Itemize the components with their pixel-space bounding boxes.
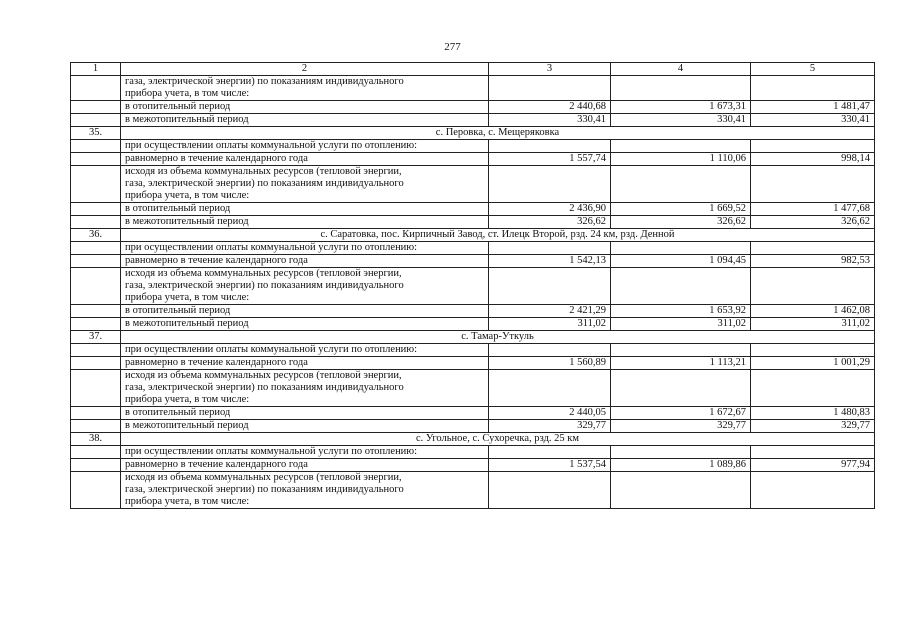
tariff-value-col3: 311,02 bbox=[489, 318, 611, 331]
tariff-value-col4: 1 113,21 bbox=[611, 357, 751, 370]
tariff-value-col5: 326,62 bbox=[751, 216, 875, 229]
tariff-value-col3 bbox=[489, 268, 611, 305]
table-row bbox=[71, 101, 875, 114]
table-row bbox=[71, 370, 875, 407]
row-number-cell bbox=[71, 344, 121, 357]
description-line: газа, электрической энергии) по показаниям индивидуального bbox=[125, 178, 404, 189]
row-number-cell: 35. bbox=[71, 127, 121, 140]
description-line: исходя из объема коммунальных ресурсов (тепловой энергии, bbox=[125, 268, 402, 279]
tariff-value-col4: 1 669,52 bbox=[611, 203, 751, 216]
tariff-value-col3 bbox=[489, 446, 611, 459]
description-cell bbox=[121, 459, 489, 472]
row-number-cell bbox=[71, 459, 121, 472]
table-row bbox=[71, 420, 875, 433]
tariff-value-col5: 998,14 bbox=[751, 153, 875, 166]
row-number-cell bbox=[71, 472, 121, 509]
description-cell bbox=[121, 357, 489, 370]
description-line: в межотопительный период bbox=[125, 420, 249, 431]
tariff-value-col4 bbox=[611, 242, 751, 255]
description-line: исходя из объема коммунальных ресурсов (тепловой энергии, bbox=[125, 472, 402, 483]
table-row bbox=[71, 357, 875, 370]
description-line: в отопительный период bbox=[125, 101, 231, 112]
tariff-value-col3: 329,77 bbox=[489, 420, 611, 433]
tariff-value-col3 bbox=[489, 242, 611, 255]
tariff-value-col5: 1 001,29 bbox=[751, 357, 875, 370]
description-cell bbox=[121, 166, 489, 203]
tariff-value-col5: 1 462,08 bbox=[751, 305, 875, 318]
row-number-cell bbox=[71, 216, 121, 229]
description-cell bbox=[121, 255, 489, 268]
description-line: при осуществлении оплаты коммунальной услуги по отоплению: bbox=[125, 344, 418, 355]
description-line: в межотопительный период bbox=[125, 216, 249, 227]
settlement-name: с. Угольное, с. Сухоречка, рзд. 25 км bbox=[121, 433, 875, 446]
table-row bbox=[71, 76, 875, 101]
tariff-value-col3 bbox=[489, 76, 611, 101]
tariff-value-col3: 2 436,90 bbox=[489, 203, 611, 216]
tariff-value-col4 bbox=[611, 166, 751, 203]
description-cell bbox=[121, 203, 489, 216]
description-line: газа, электрической энергии) по показаниям индивидуального bbox=[125, 76, 404, 87]
header-cell: 5 bbox=[751, 63, 875, 76]
tariff-value-col5 bbox=[751, 446, 875, 459]
description-cell bbox=[121, 216, 489, 229]
description-line: равномерно в течение календарного года bbox=[125, 459, 308, 470]
tariff-value-col3 bbox=[489, 140, 611, 153]
tariff-value-col4: 326,62 bbox=[611, 216, 751, 229]
description-line: газа, электрической энергии) по показаниям индивидуального bbox=[125, 484, 404, 495]
table-row bbox=[71, 305, 875, 318]
tariff-value-col5: 329,77 bbox=[751, 420, 875, 433]
description-cell bbox=[121, 242, 489, 255]
description-line: прибора учета, в том числе: bbox=[125, 190, 250, 201]
description-cell bbox=[121, 114, 489, 127]
description-line: газа, электрической энергии) по показаниям индивидуального bbox=[125, 280, 404, 291]
row-number-cell bbox=[71, 420, 121, 433]
tariff-value-col4: 1 110,06 bbox=[611, 153, 751, 166]
table-row bbox=[71, 153, 875, 166]
tariff-value-col5 bbox=[751, 242, 875, 255]
tariff-value-col3: 1 542,13 bbox=[489, 255, 611, 268]
description-line: исходя из объема коммунальных ресурсов (тепловой энергии, bbox=[125, 166, 402, 177]
row-number-cell: 36. bbox=[71, 229, 121, 242]
description-cell bbox=[121, 407, 489, 420]
row-number-cell bbox=[71, 153, 121, 166]
tariff-table bbox=[70, 62, 875, 509]
description-cell bbox=[121, 420, 489, 433]
tariff-value-col4: 1 673,31 bbox=[611, 101, 751, 114]
settlement-name: с. Тамар-Уткуль bbox=[121, 331, 875, 344]
settlement-name: с. Перовка, с. Мещеряковка bbox=[121, 127, 875, 140]
row-number-cell bbox=[71, 446, 121, 459]
description-line: равномерно в течение календарного года bbox=[125, 153, 308, 164]
settlement-row bbox=[71, 127, 875, 140]
tariff-value-col4: 1 672,67 bbox=[611, 407, 751, 420]
tariff-value-col5 bbox=[751, 76, 875, 101]
tariff-value-col4 bbox=[611, 370, 751, 407]
tariff-value-col5 bbox=[751, 370, 875, 407]
header-row bbox=[71, 63, 875, 76]
settlement-row bbox=[71, 229, 875, 242]
tariff-value-col5: 330,41 bbox=[751, 114, 875, 127]
description-cell bbox=[121, 472, 489, 509]
description-line: в межотопительный период bbox=[125, 318, 249, 329]
row-number-cell bbox=[71, 318, 121, 331]
description-line: прибора учета, в том числе: bbox=[125, 496, 250, 507]
tariff-value-col4 bbox=[611, 140, 751, 153]
table-row bbox=[71, 140, 875, 153]
tariff-value-col5: 977,94 bbox=[751, 459, 875, 472]
tariff-value-col4: 1 089,86 bbox=[611, 459, 751, 472]
table-row bbox=[71, 344, 875, 357]
description-cell bbox=[121, 140, 489, 153]
row-number-cell bbox=[71, 76, 121, 101]
table-row bbox=[71, 407, 875, 420]
description-line: при осуществлении оплаты коммунальной услуги по отоплению: bbox=[125, 140, 418, 151]
table-row bbox=[71, 255, 875, 268]
tariff-value-col4: 329,77 bbox=[611, 420, 751, 433]
description-line: в межотопительный период bbox=[125, 114, 249, 125]
table-row bbox=[71, 459, 875, 472]
description-cell bbox=[121, 370, 489, 407]
description-cell bbox=[121, 101, 489, 114]
header-cell: 3 bbox=[489, 63, 611, 76]
tariff-value-col3 bbox=[489, 166, 611, 203]
row-number-cell bbox=[71, 370, 121, 407]
row-number-cell: 37. bbox=[71, 331, 121, 344]
description-line: в отопительный период bbox=[125, 407, 231, 418]
row-number-cell bbox=[71, 166, 121, 203]
tariff-value-col3: 2 440,05 bbox=[489, 407, 611, 420]
description-line: в отопительный период bbox=[125, 305, 231, 316]
description-line: в отопительный период bbox=[125, 203, 231, 214]
description-line: при осуществлении оплаты коммунальной услуги по отоплению: bbox=[125, 446, 418, 457]
description-line: равномерно в течение календарного года bbox=[125, 255, 308, 266]
tariff-value-col3: 2 440,68 bbox=[489, 101, 611, 114]
tariff-value-col3: 1 557,74 bbox=[489, 153, 611, 166]
row-number-cell bbox=[71, 407, 121, 420]
table-row bbox=[71, 472, 875, 509]
header-cell: 2 bbox=[121, 63, 489, 76]
tariff-value-col3: 2 421,29 bbox=[489, 305, 611, 318]
row-number-cell bbox=[71, 305, 121, 318]
tariff-value-col3: 330,41 bbox=[489, 114, 611, 127]
description-line: прибора учета, в том числе: bbox=[125, 88, 250, 99]
table-row bbox=[71, 318, 875, 331]
tariff-value-col5 bbox=[751, 472, 875, 509]
tariff-value-col4 bbox=[611, 446, 751, 459]
description-line: прибора учета, в том числе: bbox=[125, 394, 250, 405]
tariff-value-col5 bbox=[751, 166, 875, 203]
row-number-cell bbox=[71, 268, 121, 305]
tariff-value-col3 bbox=[489, 472, 611, 509]
tariff-value-col5: 311,02 bbox=[751, 318, 875, 331]
description-cell bbox=[121, 318, 489, 331]
description-line: прибора учета, в том числе: bbox=[125, 292, 250, 303]
description-cell bbox=[121, 344, 489, 357]
tariff-value-col3 bbox=[489, 370, 611, 407]
tariff-value-col4: 311,02 bbox=[611, 318, 751, 331]
description-cell bbox=[121, 268, 489, 305]
description-line: исходя из объема коммунальных ресурсов (тепловой энергии, bbox=[125, 370, 402, 381]
tariff-value-col3: 1 560,89 bbox=[489, 357, 611, 370]
description-line: газа, электрической энергии) по показаниям индивидуального bbox=[125, 382, 404, 393]
settlement-row bbox=[71, 331, 875, 344]
table-row bbox=[71, 242, 875, 255]
row-number-cell bbox=[71, 255, 121, 268]
description-cell bbox=[121, 76, 489, 101]
tariff-value-col5: 982,53 bbox=[751, 255, 875, 268]
tariff-value-col3 bbox=[489, 344, 611, 357]
settlement-row bbox=[71, 433, 875, 446]
tariff-value-col4: 1 653,92 bbox=[611, 305, 751, 318]
table-row bbox=[71, 166, 875, 203]
description-cell bbox=[121, 153, 489, 166]
description-cell bbox=[121, 305, 489, 318]
tariff-value-col4: 330,41 bbox=[611, 114, 751, 127]
table-row bbox=[71, 114, 875, 127]
row-number-cell bbox=[71, 357, 121, 370]
tariff-value-col5 bbox=[751, 140, 875, 153]
tariff-value-col3: 1 537,54 bbox=[489, 459, 611, 472]
table-row bbox=[71, 216, 875, 229]
row-number-cell bbox=[71, 242, 121, 255]
tariff-value-col4 bbox=[611, 268, 751, 305]
settlement-name: с. Саратовка, пос. Кирпичный Завод, ст. Илецк Второй, рзд. 24 км, рзд. Денной bbox=[121, 229, 875, 242]
tariff-value-col3: 326,62 bbox=[489, 216, 611, 229]
header-cell: 1 bbox=[71, 63, 121, 76]
row-number-cell bbox=[71, 203, 121, 216]
row-number-cell bbox=[71, 114, 121, 127]
tariff-value-col5: 1 481,47 bbox=[751, 101, 875, 114]
tariff-value-col5 bbox=[751, 268, 875, 305]
tariff-value-col5 bbox=[751, 344, 875, 357]
tariff-value-col4 bbox=[611, 344, 751, 357]
header-cell: 4 bbox=[611, 63, 751, 76]
table-row bbox=[71, 446, 875, 459]
row-number-cell bbox=[71, 101, 121, 114]
tariff-value-col4 bbox=[611, 472, 751, 509]
tariff-value-col5: 1 477,68 bbox=[751, 203, 875, 216]
description-line: при осуществлении оплаты коммунальной услуги по отоплению: bbox=[125, 242, 418, 253]
row-number-cell: 38. bbox=[71, 433, 121, 446]
tariff-value-col4: 1 094,45 bbox=[611, 255, 751, 268]
tariff-value-col4 bbox=[611, 76, 751, 101]
page-number: 277 bbox=[444, 41, 461, 53]
description-cell bbox=[121, 446, 489, 459]
row-number-cell bbox=[71, 140, 121, 153]
table-row bbox=[71, 268, 875, 305]
tariff-value-col5: 1 480,83 bbox=[751, 407, 875, 420]
description-line: равномерно в течение календарного года bbox=[125, 357, 308, 368]
table-row bbox=[71, 203, 875, 216]
